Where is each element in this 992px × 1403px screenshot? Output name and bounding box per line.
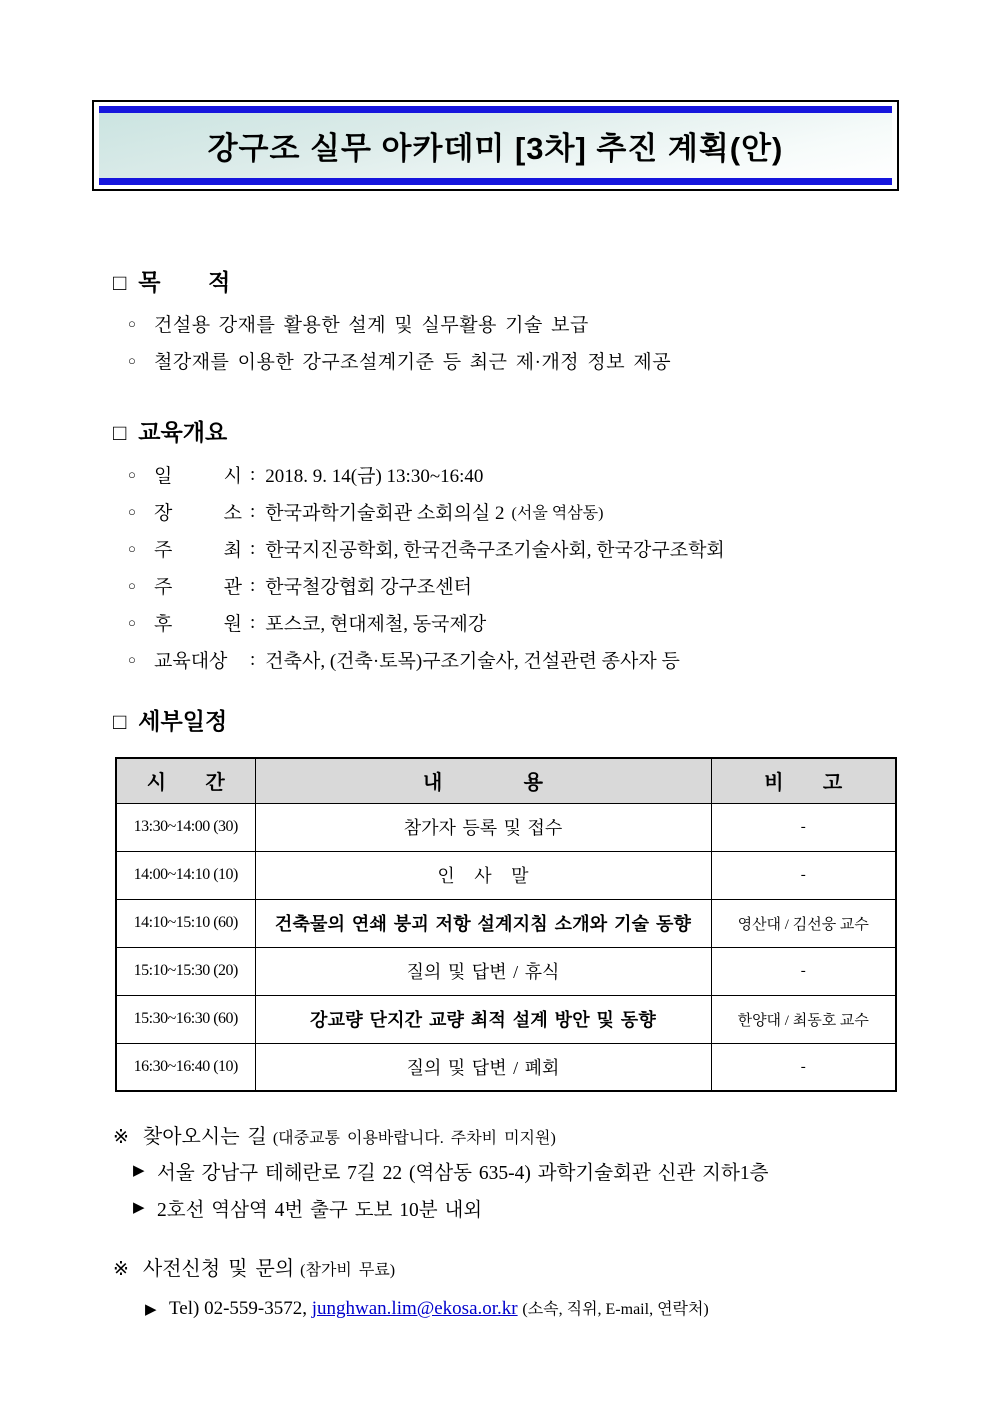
table-row xyxy=(116,803,896,851)
overview-item-label: 일 시 xyxy=(154,466,242,487)
schedule-remark-value: - xyxy=(800,867,806,883)
application-heading-label: 사전신청 및 문의 xyxy=(142,1258,295,1280)
schedule-time-cell xyxy=(116,947,255,995)
overview-item-colon: : xyxy=(250,611,256,633)
schedule-time-value: 14:10~15:10 (60) xyxy=(133,914,238,931)
overview-item-label: 장 소 xyxy=(154,503,242,524)
overview-item xyxy=(128,456,725,493)
overview-item-value: 포스코, 현대제철, 동국제강 xyxy=(265,614,487,635)
schedule-time-value: 15:10~15:30 (20) xyxy=(133,962,238,979)
overview-item-colon: : xyxy=(250,574,256,596)
overview-item xyxy=(128,641,725,678)
overview-item xyxy=(128,604,725,641)
schedule-content-cell xyxy=(255,1043,711,1091)
schedule-remark-cell xyxy=(711,851,896,899)
schedule-content-cell xyxy=(255,899,711,947)
schedule-header-row xyxy=(116,758,896,803)
purpose-item xyxy=(128,305,671,342)
schedule-remark-cell xyxy=(711,1043,896,1091)
schedule-header-content-label: 내 용 xyxy=(423,772,543,795)
reference-mark-icon: ※ xyxy=(113,1259,129,1280)
schedule-remark-cell xyxy=(711,899,896,947)
directions-item xyxy=(133,1152,768,1189)
triangle-bullet-icon: ▶ xyxy=(145,1302,157,1318)
overview-item xyxy=(128,530,725,567)
directions-heading-label: 찾아오시는 길 xyxy=(142,1126,267,1148)
overview-item-label: 주 최 xyxy=(154,540,242,561)
section-heading-application xyxy=(113,1252,395,1281)
schedule-remark-value: 영산대 / 김선웅 교수 xyxy=(737,916,869,933)
schedule-header-remark xyxy=(711,758,896,803)
document-title: 강구조 실무 아카데미 [3차] 추진 계획(안) xyxy=(207,131,784,166)
schedule-time-cell xyxy=(116,803,255,851)
schedule-content-cell xyxy=(255,947,711,995)
purpose-item-text: 건설용 강재를 활용한 설계 및 실무활용 기술 보급 xyxy=(154,315,589,336)
section-heading-purpose xyxy=(113,264,230,297)
schedule-remark-value: - xyxy=(800,963,806,979)
schedule-remark-cell xyxy=(711,995,896,1043)
schedule-header-time-label: 시 간 xyxy=(146,772,225,795)
schedule-content-cell xyxy=(255,995,711,1043)
overview-item-colon: : xyxy=(250,537,256,559)
schedule-time-value: 15:30~16:30 (60) xyxy=(133,1010,238,1027)
triangle-bullet-icon: ▶ xyxy=(133,1200,145,1216)
schedule-header-remark-label: 비 고 xyxy=(764,772,843,795)
application-heading-note: (참가비 무료) xyxy=(300,1262,396,1279)
schedule-heading-label: 세부일정 xyxy=(138,708,228,734)
circle-bullet-icon: ○ xyxy=(128,503,136,519)
section-heading-schedule xyxy=(113,703,227,736)
circle-bullet-icon: ○ xyxy=(128,540,136,556)
schedule-time-value: 16:30~16:40 (10) xyxy=(133,1057,238,1075)
square-bullet-icon: □ xyxy=(113,709,127,734)
schedule-remark-value: - xyxy=(800,1058,806,1075)
overview-item-colon: : xyxy=(250,648,256,670)
directions-item-text: 2호선 역삼역 4번 출구 도보 10분 내외 xyxy=(157,1199,483,1221)
overview-item xyxy=(128,493,725,530)
schedule-table-body xyxy=(116,803,896,1091)
schedule-table xyxy=(115,757,897,1092)
schedule-time-cell xyxy=(116,851,255,899)
schedule-header-content xyxy=(255,758,711,803)
table-row xyxy=(116,851,896,899)
schedule-content-value: 인 사 말 xyxy=(437,866,529,886)
schedule-content-value: 질의 및 답변 / 휴식 xyxy=(406,962,560,982)
purpose-item-text: 철강재를 이용한 강구조설계기준 등 최근 제·개정 정보 제공 xyxy=(154,352,672,373)
table-row xyxy=(116,947,896,995)
overview-item-note: (서울 역삼동) xyxy=(511,505,604,522)
section-heading-directions xyxy=(113,1120,556,1149)
triangle-bullet-icon: ▶ xyxy=(133,1163,145,1179)
table-row xyxy=(116,995,896,1043)
schedule-remark-value: - xyxy=(800,819,806,835)
circle-bullet-icon: ○ xyxy=(128,315,136,331)
schedule-time-cell xyxy=(116,995,255,1043)
directions-item xyxy=(133,1189,768,1226)
table-row xyxy=(116,1043,896,1091)
schedule-remark-cell xyxy=(711,947,896,995)
purpose-heading-label: 목 적 xyxy=(138,269,231,295)
circle-bullet-icon: ○ xyxy=(128,466,136,482)
schedule-content-value: 강교량 단지간 교량 최적 설계 방안 및 동향 xyxy=(310,1010,656,1030)
overview-item xyxy=(128,567,725,604)
title-banner xyxy=(99,106,892,185)
directions-heading-note: (대중교통 이용바랍니다. 주차비 미지원) xyxy=(272,1130,556,1147)
contact-line xyxy=(145,1296,709,1320)
circle-bullet-icon: ○ xyxy=(128,352,136,368)
contact-phone: Tel) 02-559-3572, xyxy=(169,1298,307,1319)
directions-item-text: 서울 강남구 테헤란로 7길 22 (역삼동 635-4) 과학기술회관 신관 지하1층 xyxy=(157,1162,769,1184)
overview-item-colon: : xyxy=(250,463,256,485)
circle-bullet-icon: ○ xyxy=(128,614,136,630)
table-row xyxy=(116,899,896,947)
directions-item-list xyxy=(133,1152,768,1226)
schedule-remark-cell xyxy=(711,803,896,851)
overview-item-list xyxy=(128,456,725,678)
overview-item-value: 2018. 9. 14(금) 13:30~16:40 xyxy=(265,466,484,487)
overview-item-value: 한국철강협회 강구조센터 xyxy=(265,577,472,598)
schedule-content-value: 참가자 등록 및 접수 xyxy=(403,818,563,838)
circle-bullet-icon: ○ xyxy=(128,651,136,667)
overview-item-value: 한국과학기술회관 소회의실 2 xyxy=(265,503,505,524)
schedule-content-cell xyxy=(255,803,711,851)
contact-email-note: (소속, 직위, E-mail, 연락처) xyxy=(522,1301,709,1318)
schedule-header-time xyxy=(116,758,255,803)
schedule-time-value: 13:30~14:00 (30) xyxy=(133,818,238,835)
overview-heading-label: 교육개요 xyxy=(138,419,228,445)
overview-item-colon: : xyxy=(250,500,256,522)
overview-item-label: 주 관 xyxy=(154,577,242,598)
schedule-remark-value: 한양대 / 최동호 교수 xyxy=(737,1012,869,1029)
schedule-time-cell xyxy=(116,1043,255,1091)
overview-item-label: 후 원 xyxy=(154,614,242,635)
purpose-item-list xyxy=(128,305,671,379)
schedule-content-value: 건축물의 연쇄 붕괴 저항 설계지침 소개와 기술 동향 xyxy=(274,914,692,934)
square-bullet-icon: □ xyxy=(113,420,127,445)
square-bullet-icon: □ xyxy=(113,270,127,295)
schedule-content-value: 질의 및 답변 / 폐회 xyxy=(406,1057,560,1078)
schedule-time-cell xyxy=(116,899,255,947)
overview-item-label: 교육대상 xyxy=(154,651,228,672)
circle-bullet-icon: ○ xyxy=(128,577,136,593)
schedule-time-value: 14:00~14:10 (10) xyxy=(133,866,238,883)
overview-item-value: 한국지진공학회, 한국건축구조기술사회, 한국강구조학회 xyxy=(265,540,725,561)
contact-email-link[interactable]: junghwan.lim@ekosa.or.kr xyxy=(311,1298,518,1319)
reference-mark-icon: ※ xyxy=(113,1127,129,1148)
title-banner-frame xyxy=(92,100,899,191)
overview-item-value: 건축사, (건축·토목)구조기술사, 건설관련 종사자 등 xyxy=(265,651,680,672)
section-heading-overview xyxy=(113,414,227,447)
purpose-item xyxy=(128,342,671,379)
schedule-content-cell xyxy=(255,851,711,899)
